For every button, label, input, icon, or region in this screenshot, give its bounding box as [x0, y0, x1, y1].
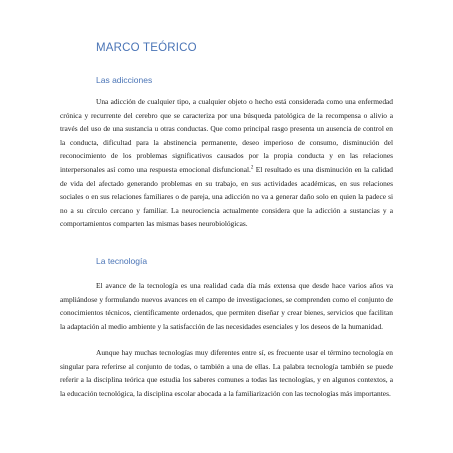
paragraph-tecnologia-1: El avance de la tecnología es una realidad cada día más extensa que desde hace varios años va ampliándose y formulando nuevos avances en el campo de investigaciones, se comprenden como el conjunto de conocimientos técnicos, científicamente ordenados, que permiten diseñar y crear bienes, servicios que facilitan la adaptación al medio ambiente y la satisfacción de las necesidades esenciales y los deseos de la humanidad.: [60, 281, 393, 331]
section-heading-tecnologia: La tecnología: [96, 256, 148, 266]
paragraph-tecnologia-2: Aunque hay muchas tecnologías muy diferentes entre sí, es frecuente usar el término tecnología en singular para referirse al conjunto de todas, o también a una de ellas. La palabra tecnología también se puede referir a la disciplina teórica que estudia los saberes comunes a todas las tecnologías, y en algunos contextos, a la educación tecnológica, la disciplina escolar abocada a la familiarización con las tecnologías más importantes.: [60, 348, 393, 398]
paragraph-adicciones: [60, 95, 393, 231]
page-title: MARCO TEÓRICO: [96, 42, 197, 54]
paragraph-adicciones-text-1: Una adicción de cualquier tipo, a cualquier objeto o hecho está considerada como una enfermedad crónica y recurrente del cerebro que se caracteriza por una búsqueda patológica de la recompensa o alivio a través del uso de una sustancia u otras conductas. Que como principal rasgo presenta un ausencia de control en la conducta, dificultad para la abstinencia permanente, deseo imperioso de consumo, disminución del reconocimiento de los problemas significativos causados por la propia conducta y en las relaciones interpersonales así como una respuesta emocional disfuncional.: [60, 97, 393, 174]
paragraph-adicciones-text-2: El resultado es una disminución en la calidad de vida del afectado generando problemas en su trabajo, en sus actividades académicas, en sus relaciones sociales o en sus relaciones familiares o de pareja, una adicción no va a generar daño solo en quien la padece si no a su círculo cercano y familiar. La neurociencia actualmente considera que la adicción a sustancias y a comportamientos comparten las mismas bases neurobiológicas.: [60, 164, 393, 229]
footnote-mark: 2: [250, 165, 254, 171]
section-heading-adicciones: Las adicciones: [96, 75, 153, 85]
